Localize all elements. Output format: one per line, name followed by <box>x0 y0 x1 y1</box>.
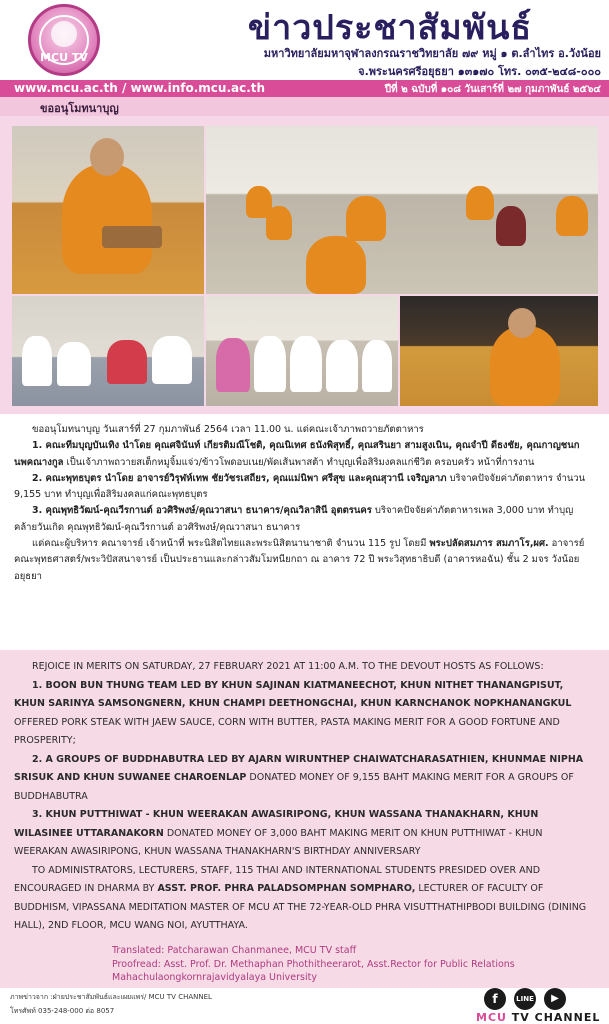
page-title: ข่าวประชาสัมพันธ์ <box>247 8 533 48</box>
issue-info: ปีที่ ๒ ฉบับที่ ๑๐๘ วันเสาร์ที่ ๒๗ กุมภาพันธ์ ๒๕๖๔ <box>384 84 601 95</box>
monk-figure <box>346 196 386 241</box>
thai-article <box>0 414 609 650</box>
thai-closing-a: แด่คณะผู้บริหาร คณาจารย์ เจ้าหน้าที่ พระนิสิตไทยและพระนิสิตนานาชาติ จำนวน 115 รูป โดยมี <box>32 538 430 550</box>
english-item-3 <box>14 806 595 862</box>
thai-item-2-detail: บริจาคปัจจัยค่าภัตตาหาร จำนวน 9,155 บาท ทำบุญเพื่อสิริมงคลแก่คณะพุทธบุตร <box>14 472 586 501</box>
thai-closing <box>14 536 595 585</box>
credits <box>0 944 609 988</box>
monk-figure <box>62 164 152 274</box>
translator-credit: Translated: Patcharawan Chanmanee, MCU TV staff <box>112 945 357 956</box>
monk-head <box>508 308 536 338</box>
monk-figure <box>306 236 366 294</box>
photo-hosts-praying <box>206 296 398 406</box>
english-item-3-detail: DONATED MONEY OF 3,000 BAHT MAKING MERIT ON KHUN PUTTHIWAT - KHUN WEERAKAN AWASIRIPONG, KHUN WASSANA THANAKHARN'S BIRTHDAY ANNIVERSARY <box>14 827 543 857</box>
thai-item-2-hosts: 2. คณะพุทธบุตร นำโดย อาจารย์วิรุฬห์เทพ ชัยวัชรเสถียร, คุณแม่นิพา ศรีสุข และคุณสุวานี เจริญลาภ <box>32 472 447 484</box>
line-icon[interactable]: LINE <box>514 988 536 1010</box>
category-bar <box>0 97 609 116</box>
address-line-1: มหาวิทยาลัยมหาจุฬาลงกรณราชวิทยาลัย ๗๙ หมู่ ๑ ต.ลำไทร อ.วังน้อย <box>263 47 601 60</box>
website-bar <box>0 80 609 97</box>
address-line-2: จ.พระนครศรีอยุธยา ๑๓๑๗๐ โทร. ๐๓๕-๒๔๘-๐๐๐ <box>358 65 601 78</box>
thai-closing-chair: พระปลัดสมภาร สมภาโร,ผศ. <box>429 538 549 550</box>
english-item-1-detail: OFFERED PORK STEAK WITH JAEW SAUCE, CORN WITH BUTTER, PASTA MAKING MERIT FOR A GOOD FORTUNE AND PROSPERITY; <box>14 716 560 746</box>
thai-item-3 <box>14 503 595 536</box>
english-closing-b: LECTURER OF FACULTY OF BUDDHISM, VIPASSANA MEDITATION MASTER OF MCU AT THE 72-YEAR-OLD PHRA VISUTTHATHIPBODI BUILDING (DINING HALL), 2ND FLOOR, MCU WANG NOI, AYUTTHAYA. <box>14 883 587 931</box>
channel-name <box>476 1011 600 1024</box>
photo-lay-people <box>12 296 204 406</box>
person-figure <box>152 336 192 384</box>
english-item-1 <box>14 677 595 751</box>
english-closing-chair: ASST. PROF. PHRA PALADSOMPHAN SOMPHARO, <box>157 883 416 894</box>
english-closing-a: TO ADMINISTRATORS, LECTURERS, STAFF, 115 THAI AND INTERNATIONAL STUDENTS PRESIDED OVER AND ENCOURAGED IN DHARMA BY <box>14 864 541 894</box>
english-article <box>0 650 609 944</box>
website-links[interactable]: www.mcu.ac.th / www.info.mcu.ac.th <box>14 81 266 95</box>
proofreader-credit: Proofread: Asst. Prof. Dr. Methaphan Phothitheerarot, Asst.Rector for Public Relations <box>112 958 515 970</box>
english-item-2-detail: DONATED MONEY OF 9,155 BAHT MAKING MERIT FOR A GROUPS OF BUDDHABUTRA <box>14 772 574 802</box>
channel-name-mcu: MCU <box>476 1011 512 1024</box>
person-figure <box>107 340 147 384</box>
logo-emblem-icon <box>51 21 77 47</box>
thai-item-3-hosts: 3. คุณพุทธิวัฒน์-คุณวีรกานต์ อวศิริพงษ์/คุณวาสนา ธนาคาร/คุณวิลาสินี อุตตรนคร <box>32 505 372 517</box>
english-item-2 <box>14 751 595 807</box>
english-item-3-hosts: 3. KHUN PUTTHIWAT - KHUN WEERAKAN AWASIRIPONG, KHUN WASSANA THANAKHARN, KHUN WILASINEE UTTARANAKORN <box>14 809 539 839</box>
photo-collage <box>0 116 609 414</box>
thai-item-1-hosts: 1. คณะทีมบุญบันเทิง นำโดย คุณศจินันท์ เกียรติมณีโชติ, คุณนิเทศ ธนังพิสุทธิ์, คุณสรินยา สามสูงเนิน, คุณจำปี ดีธงชัย, คุณกาญชนก นพคณางกูล <box>14 440 580 468</box>
english-item-1-hosts: 1. BOON BUN THUNG TEAM LED BY KHUN SAJINAN KIATMANEECHOT, KHUN NITHET THANANGPISUT, KHUN SARINYA SAMSONGNERN, KHUN CHAMPI DEETHONGCHAI, KHUN KARNCHANOK NOPKHANANGKUL <box>14 679 572 709</box>
person-figure <box>216 338 250 392</box>
category-label: ขออนุโมทนาบุญ <box>40 102 119 115</box>
footer <box>0 988 609 1024</box>
thai-item-1-detail: เป็นเจ้าภาพถวายสเต็กหมูจิ้มแจ่ว/ข้าวโพดอบเนย/พัดเส้นพาสต้า ทำบุญเพื่อสิริมงคลแก่ชีวิต ครอบครัว หน้าที่การงาน <box>63 456 535 468</box>
photo-monk-blessing <box>400 296 598 406</box>
person-figure <box>326 340 358 392</box>
person-figure <box>22 336 52 386</box>
table-shape <box>102 226 162 248</box>
photo-dining-hall <box>206 126 598 294</box>
monk-figure <box>466 186 494 220</box>
monk-figure <box>556 196 588 236</box>
thai-item-1 <box>14 438 595 471</box>
university-name: Mahachulaongkornrajavidyalaya University <box>112 972 317 983</box>
youtube-icon[interactable]: ▶ <box>544 988 566 1010</box>
logo-text: MCU TV <box>40 51 88 64</box>
person-figure <box>254 336 286 392</box>
photo-monk-speaking <box>12 126 204 294</box>
mcu-tv-logo <box>28 4 100 76</box>
phone-number: โทรศัพท์ 035-248-000 ต่อ 8057 <box>10 1007 115 1015</box>
thai-item-3-detail: บริจาคปัจจัยค่าภัตตาหารเพล 3,000 บาท ทำบุญคล้ายวันเกิด คุณพุทธิวัฒน์-คุณวีรกานต์ อวศิริพงษ์/คุณวาสนา ธนาคาร <box>14 505 574 533</box>
english-item-2-hosts: 2. A GROUPS OF BUDDHABUTRA LED BY AJARN WIRUNTHEP CHAIWATCHARASATHIEN, KHUNMAE NIPHA SRISUK AND KHUN SUWANEE CHAROENLAP <box>14 753 584 783</box>
monk-head <box>90 138 124 176</box>
english-closing <box>14 862 595 936</box>
english-intro: REJOICE IN MERITS ON SATURDAY, 27 FEBRUARY 2021 AT 11:00 A.M. TO THE DEVOUT HOSTS AS FOLLOWS: <box>32 661 544 672</box>
photo-source: ภาพข่าวจาก :ฝ่ายประชาสัมพันธ์และเผยแพร่/ MCU TV CHANNEL <box>10 993 212 1001</box>
thai-intro: ขออนุโมทนาบุญ วันเสาร์ที่ 27 กุมภาพันธ์ 2564 เวลา 11.00 น. แด่คณะเจ้าภาพถวายภัตตาหาร <box>32 424 424 435</box>
thai-item-2 <box>14 471 595 504</box>
monk-figure <box>496 206 526 246</box>
person-figure <box>290 336 322 392</box>
masthead <box>0 0 609 80</box>
person-figure <box>362 340 392 392</box>
monk-figure <box>490 326 560 406</box>
person-figure <box>57 342 91 386</box>
facebook-icon[interactable]: f <box>484 988 506 1010</box>
monk-figure <box>266 206 292 240</box>
thai-closing-b: อาจารย์คณะพุทธศาสตร์/พระวิปัสสนาจารย์ เป็นประธานและกล่าวสัมโมทนียกถา ณ อาคาร 72 ปี พระวิสุทธาธิบดี (อาคารหอฉัน) ชั้น 2 มจร วังน้อย อยุธยา <box>14 538 585 582</box>
channel-name-rest: TV CHANNEL <box>511 1011 601 1024</box>
